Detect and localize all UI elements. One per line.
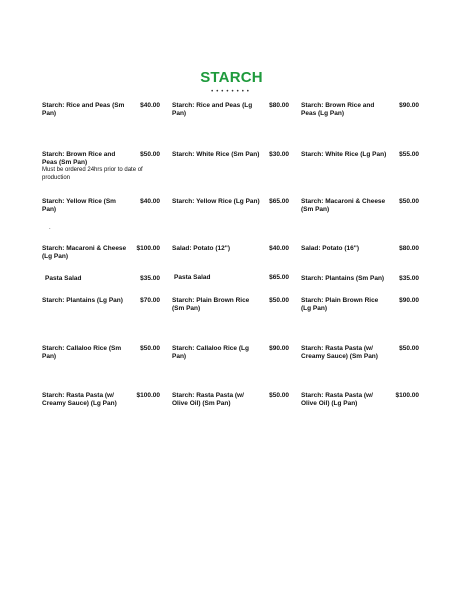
item-price: $35.00 bbox=[140, 275, 160, 282]
item-name: Starch: Rasta Pasta (w/ Creamy Sauce) (Lg Pan) bbox=[42, 392, 117, 407]
item-note: Must be ordered 24hrs prior to date of production bbox=[42, 167, 143, 181]
item-price: $65.00 bbox=[269, 274, 289, 281]
item-name: Starch: Yellow Rice (Sm Pan) bbox=[42, 198, 116, 213]
item-price: $100.00 bbox=[395, 392, 419, 399]
item-name: Starch: Yellow Rice (Lg Pan) bbox=[172, 198, 260, 205]
page-title: STARCH bbox=[200, 69, 263, 86]
item-name: Starch: Plain Brown Rice (Lg Pan) bbox=[301, 297, 379, 312]
item-price: $100.00 bbox=[136, 392, 160, 399]
title-dots-divider: •••••••• bbox=[211, 89, 252, 95]
item-name: Starch: Macaroni & Cheese (Sm Pan) bbox=[301, 198, 386, 213]
item-name: Starch: White Rice (Lg Pan) bbox=[301, 151, 387, 158]
item-price: $90.00 bbox=[269, 345, 289, 352]
item-name: Starch: Plantains (Sm Pan) bbox=[301, 275, 385, 282]
item-name: Starch: Plantains (Lg Pan) bbox=[42, 297, 123, 304]
item-name: Starch: Brown Rice and Peas (Sm Pan) bbox=[42, 151, 116, 166]
item-price: $70.00 bbox=[140, 297, 160, 304]
item-name: Starch: Rice and Peas (Sm Pan) bbox=[42, 102, 125, 117]
item-price: $80.00 bbox=[399, 245, 419, 252]
item-name: Salad: Potato (12") bbox=[172, 245, 230, 252]
item-price: $35.00 bbox=[399, 275, 419, 282]
item-price: $50.00 bbox=[399, 345, 419, 352]
item-price: $50.00 bbox=[399, 198, 419, 205]
item-price: $90.00 bbox=[399, 102, 419, 109]
item-price: $100.00 bbox=[136, 245, 160, 252]
item-name: Pasta Salad bbox=[45, 275, 82, 282]
item-price: $50.00 bbox=[140, 151, 160, 158]
item-price: $80.00 bbox=[269, 102, 289, 109]
item-price: $40.00 bbox=[140, 198, 160, 205]
item-name: Starch: Rasta Pasta (w/ Creamy Sauce) (Sm Pan) bbox=[301, 345, 378, 360]
item-name: Starch: Macaroni & Cheese (Lg Pan) bbox=[42, 245, 127, 260]
item-name: Starch: Callaloo Rice (Lg Pan) bbox=[172, 345, 249, 360]
item-name: Pasta Salad bbox=[174, 274, 211, 281]
item-price: $40.00 bbox=[140, 102, 160, 109]
item-price: $65.00 bbox=[269, 198, 289, 205]
item-name: Starch: Rasta Pasta (w/ Olive Oil) (Sm Pan) bbox=[172, 392, 244, 407]
item-price: $50.00 bbox=[269, 297, 289, 304]
stray-mark: . bbox=[49, 225, 51, 231]
item-name: Starch: Rasta Pasta (w/ Olive Oil) (Lg Pan) bbox=[301, 392, 373, 407]
item-name: Starch: Plain Brown Rice (Sm Pan) bbox=[172, 297, 250, 312]
item-name: Starch: Callaloo Rice (Sm Pan) bbox=[42, 345, 122, 360]
item-name: Starch: White Rice (Sm Pan) bbox=[172, 151, 260, 158]
item-price: $50.00 bbox=[269, 392, 289, 399]
item-price: $90.00 bbox=[399, 297, 419, 304]
item-price: $50.00 bbox=[140, 345, 160, 352]
item-name: Salad: Potato (16") bbox=[301, 245, 359, 252]
item-name: Starch: Brown Rice and Peas (Lg Pan) bbox=[301, 102, 375, 117]
item-price: $40.00 bbox=[269, 245, 289, 252]
item-price: $55.00 bbox=[399, 151, 419, 158]
item-price: $30.00 bbox=[269, 151, 289, 158]
item-name: Starch: Rice and Peas (Lg Pan) bbox=[172, 102, 253, 117]
